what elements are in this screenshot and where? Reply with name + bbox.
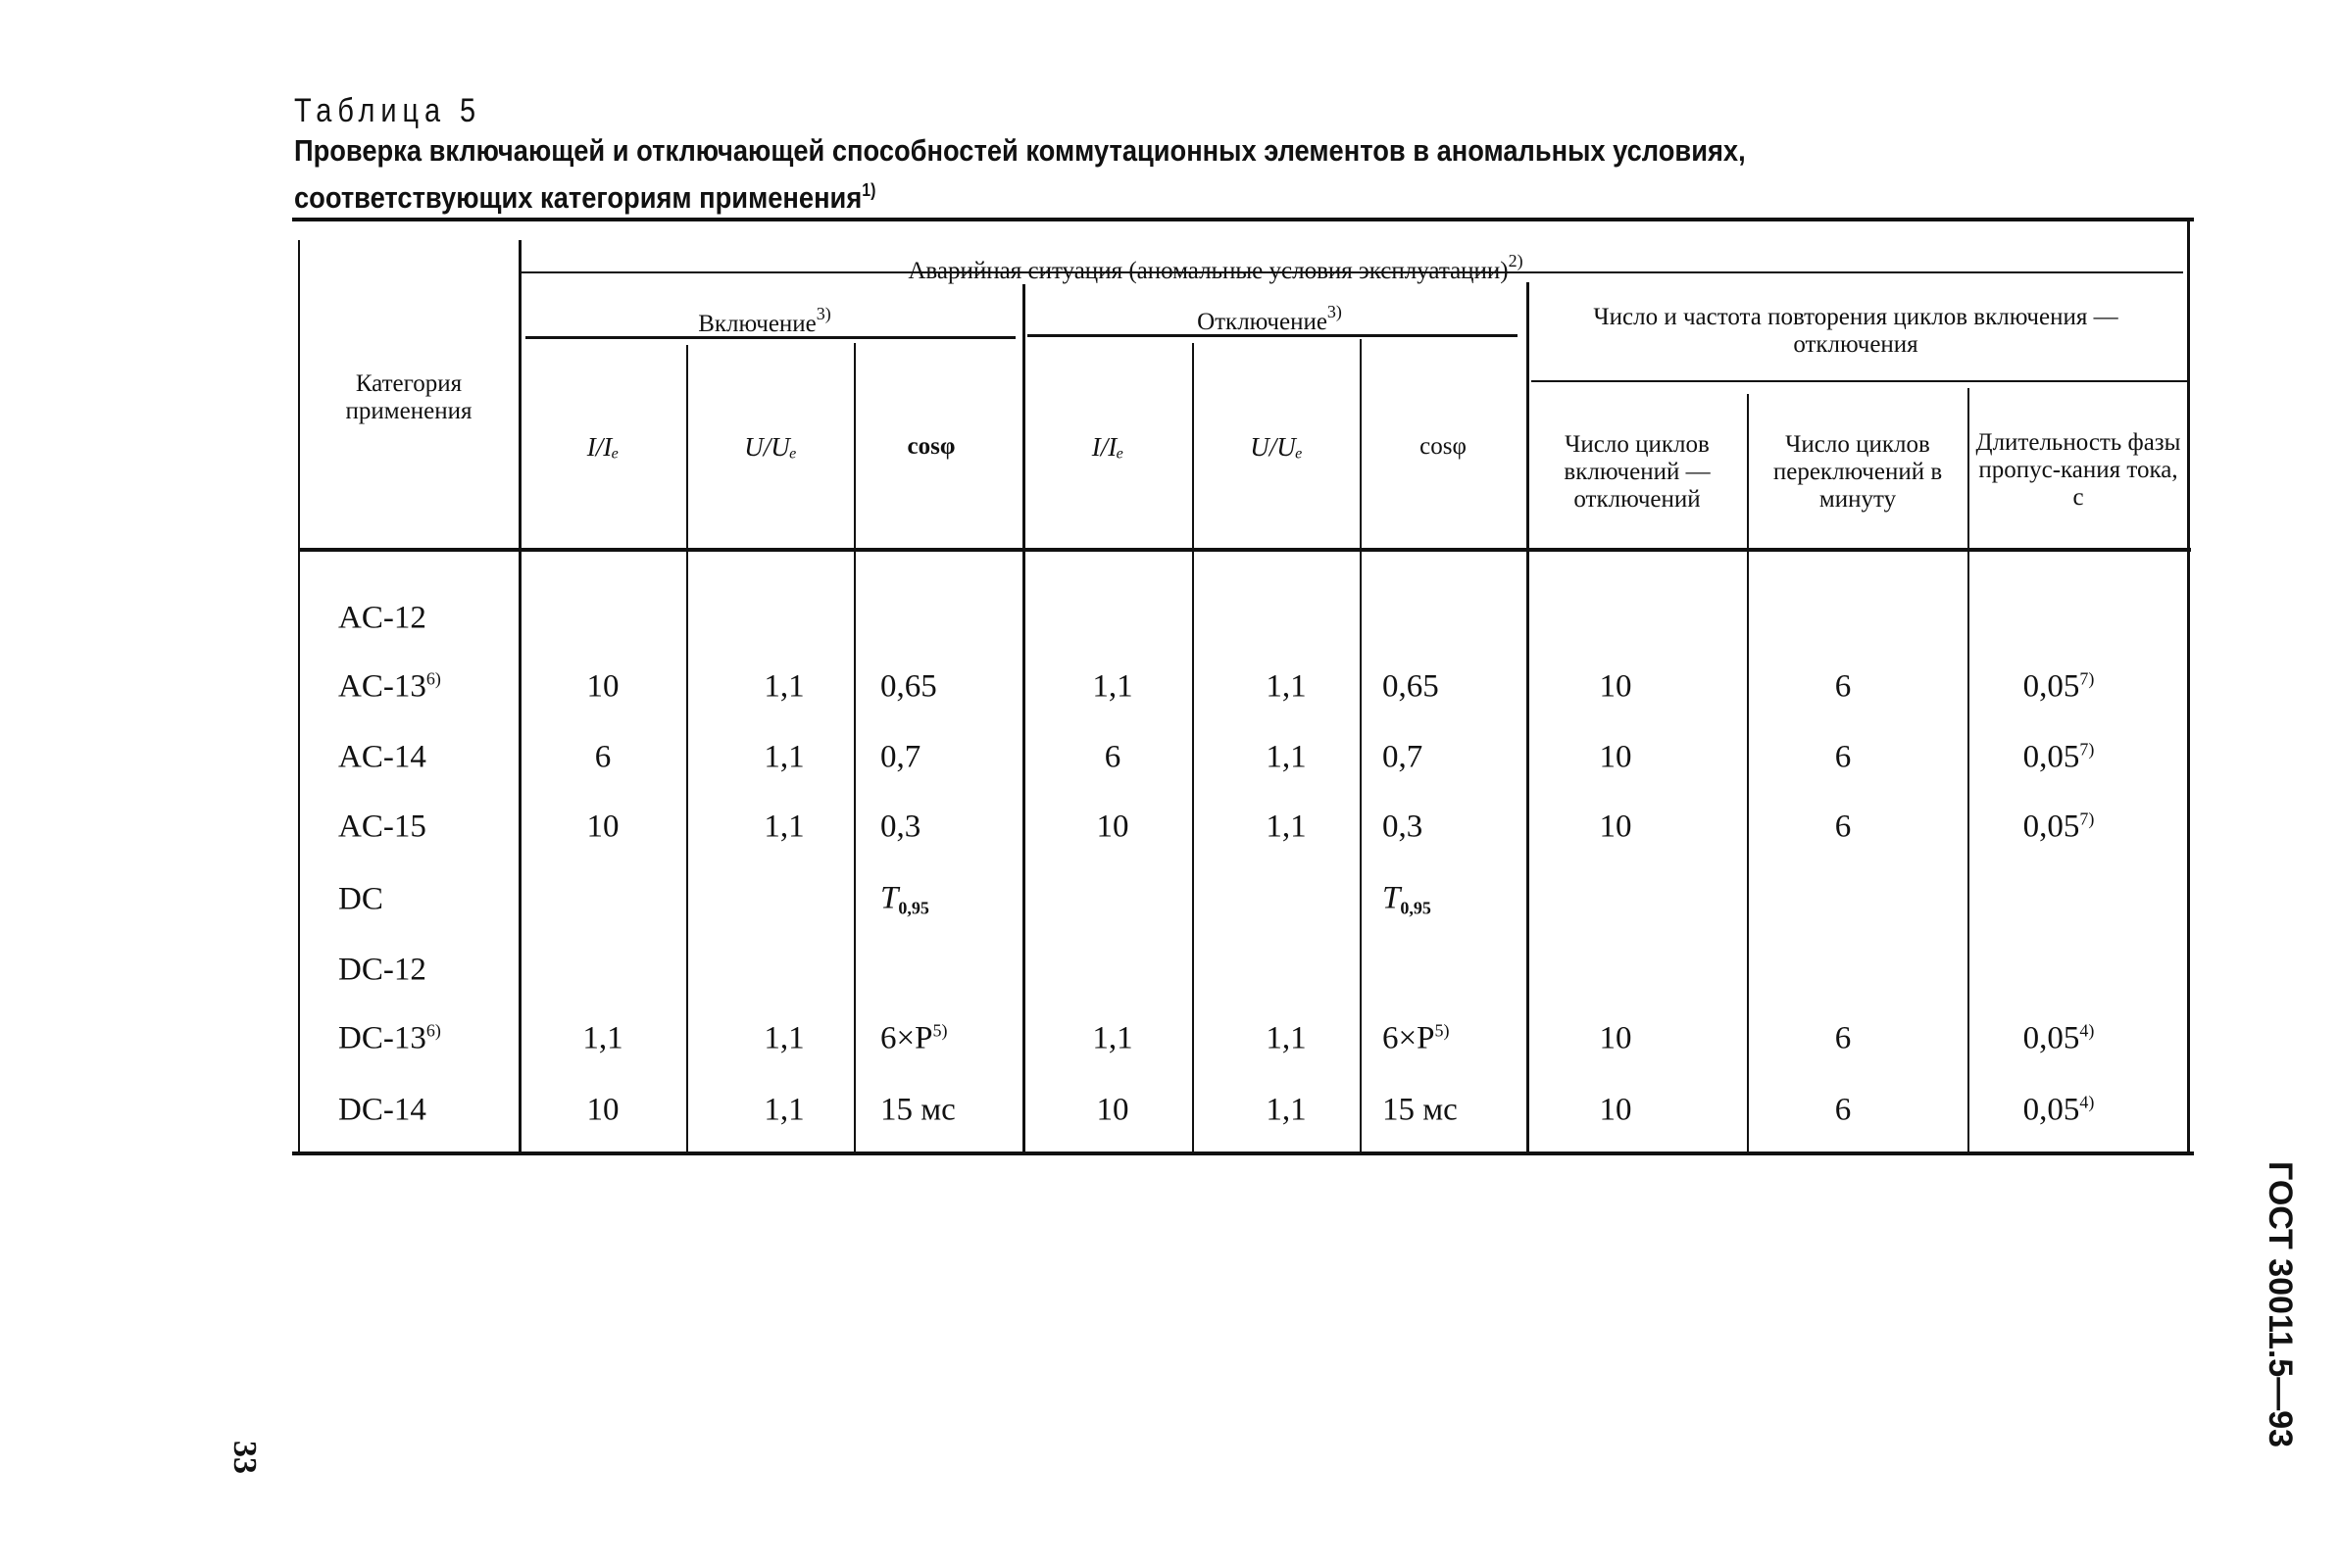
cell-value: DC-13 <box>338 1020 426 1056</box>
cell-value: 15 мс <box>880 1092 956 1128</box>
footnote-ref: 6) <box>425 668 441 689</box>
header-cycles-count: Число циклов включений — отключений <box>1564 431 1711 513</box>
subscript: 0,95 <box>898 898 929 918</box>
cell-value: 0,05 <box>2022 668 2080 705</box>
cell-cat <box>338 809 426 846</box>
cell-off-cos <box>1382 1021 1449 1057</box>
header-cycles-group: Число и частота повторения циклов включения — отключения <box>1593 304 2118 358</box>
cell-value: 10 <box>1599 739 1632 775</box>
cell-value: 1,1 <box>1266 808 1307 845</box>
header-making <box>698 300 831 338</box>
rule <box>519 240 522 1152</box>
header-cycles-per-minute: Число циклов переключений в минуту <box>1772 431 1943 513</box>
cell-per-min <box>1835 740 1852 776</box>
cell-cycles <box>1600 669 1632 706</box>
footnote-ref: 3) <box>1326 302 1342 321</box>
cell-on-i <box>587 669 620 706</box>
cell-per-min <box>1835 669 1852 706</box>
footnote-ref: 4) <box>2079 1092 2095 1112</box>
cell-value: 15 мс <box>1382 1092 1458 1128</box>
table-top-rule <box>292 218 2194 221</box>
cell-duration <box>2023 809 2095 846</box>
rule <box>1747 394 1749 1152</box>
cell-value: 10 <box>586 1092 620 1128</box>
cell-on-i <box>587 809 620 846</box>
cell-value: 6 <box>1834 739 1852 775</box>
cell-off-i <box>1105 740 1121 776</box>
cell-value: 1,1 <box>1266 1092 1307 1128</box>
cell-value: 1,1 <box>1266 1020 1307 1056</box>
cell-value: 10 <box>1096 1092 1129 1128</box>
header-bottom-rule <box>299 548 2191 552</box>
cell-value: AC-14 <box>338 739 426 775</box>
cell-value: 1,1 <box>764 1020 805 1056</box>
cell-off-cos <box>1382 881 1431 919</box>
cell-on-cos <box>880 1021 947 1057</box>
cell-value: 6 <box>1834 808 1852 845</box>
cell-value: 6 <box>594 739 612 775</box>
table-heading-line2 <box>294 180 875 216</box>
cell-cat <box>338 669 441 706</box>
cell-value: 10 <box>586 668 620 705</box>
footnote-ref: 5) <box>932 1020 948 1041</box>
cell-value: DC-12 <box>338 952 426 988</box>
rule <box>1967 388 1969 1152</box>
header-off-cos: cosφ <box>1419 433 1467 460</box>
cell-off-i <box>1097 809 1129 846</box>
rule <box>298 240 300 1152</box>
cell-value: 0,05 <box>2022 808 2080 845</box>
cell-value: 0,3 <box>880 808 921 845</box>
cell-value: 0,7 <box>880 739 921 775</box>
header-text: Отключение <box>1197 309 1327 335</box>
cell-on-i <box>582 1021 622 1057</box>
cell-cycles <box>1600 740 1632 776</box>
cell-value: 6 <box>1834 1092 1852 1128</box>
cell-duration <box>2023 669 2095 706</box>
table-heading-line1: Проверка включающей и отключающей способностей коммутационных элементов в аномальных условиях, <box>294 133 1746 168</box>
cell-on-u <box>764 740 804 776</box>
cell-off-cos <box>1382 809 1422 846</box>
cell-value: 6×P <box>880 1020 933 1056</box>
cell-value: 0,65 <box>1382 668 1439 705</box>
cell-value: 1,1 <box>582 1020 623 1056</box>
rule <box>1022 284 1025 1152</box>
cell-value: DC-14 <box>338 1092 426 1128</box>
cell-off-u <box>1266 1093 1306 1129</box>
cell-value: 10 <box>586 808 620 845</box>
footnote-ref: 5) <box>1434 1020 1450 1041</box>
cell-value: 6 <box>1104 739 1121 775</box>
cell-per-min <box>1835 1093 1852 1129</box>
cell-cat <box>338 1021 441 1057</box>
cell-value: 1,1 <box>1092 668 1133 705</box>
cell-duration <box>2023 1021 2095 1057</box>
cell-value: 1,1 <box>1266 739 1307 775</box>
rule <box>1531 380 2188 382</box>
header-duration: Длительность фазы пропус-кания тока, с <box>1975 429 2181 511</box>
cell-value: T <box>880 880 899 916</box>
cell-cycles <box>1600 1021 1632 1057</box>
cell-on-u <box>764 1021 804 1057</box>
cell-on-cos <box>880 1093 956 1129</box>
cell-on-cos <box>880 740 921 776</box>
cell-cat <box>338 882 383 918</box>
rule <box>2187 221 2190 1152</box>
cell-off-cos <box>1382 669 1439 706</box>
cell-duration <box>2023 1093 2095 1129</box>
footnote-ref: 3) <box>816 304 831 323</box>
cell-off-cos <box>1382 740 1422 776</box>
rule <box>854 343 856 1152</box>
cell-off-i <box>1092 1021 1132 1057</box>
table-label: Таблица 5 <box>294 92 481 129</box>
cell-on-u <box>764 1093 804 1129</box>
cell-value: 1,1 <box>764 739 805 775</box>
header-on-i: I/Iₑ <box>586 432 620 462</box>
cell-off-u <box>1266 809 1306 846</box>
header-off-u: U/Uₑ <box>1250 432 1303 462</box>
standard-designation: ГОСТ 30011.5—93 <box>2262 1161 2299 1448</box>
header-on-cos: cosφ <box>907 433 956 460</box>
header-category: Категория применения <box>345 370 473 424</box>
cell-value: DC <box>338 881 383 917</box>
cell-value: 0,05 <box>2022 1020 2080 1056</box>
subscript: 0,95 <box>1400 898 1431 918</box>
cell-value: 1,1 <box>764 808 805 845</box>
rule <box>1360 339 1362 1152</box>
header-text: Аварийная ситуация (аномальные условия эксплуатации) <box>908 258 1509 284</box>
cell-value: AC-13 <box>338 668 426 705</box>
cell-value: 10 <box>1096 808 1129 845</box>
cell-value: 0,3 <box>1382 808 1423 845</box>
cell-value: 10 <box>1599 808 1632 845</box>
cell-value: 1,1 <box>764 668 805 705</box>
header-breaking <box>1197 298 1342 336</box>
cell-value: 1,1 <box>764 1092 805 1128</box>
footnote-ref: 7) <box>2079 668 2095 689</box>
cell-value: 6×P <box>1382 1020 1435 1056</box>
cell-on-i <box>587 1093 620 1129</box>
rule <box>686 345 688 1152</box>
cell-value: 10 <box>1599 1020 1632 1056</box>
cell-cycles <box>1600 809 1632 846</box>
cell-cat <box>338 953 426 989</box>
cell-off-u <box>1266 1021 1306 1057</box>
cell-off-u <box>1266 669 1306 706</box>
cell-value: 0,05 <box>2022 1092 2080 1128</box>
cell-cat <box>338 1093 426 1129</box>
cell-off-cos <box>1382 1093 1458 1129</box>
footnote-ref: 7) <box>2079 739 2095 760</box>
cell-off-i <box>1097 1093 1129 1129</box>
header-emergency <box>908 247 1522 285</box>
footnote-ref: 7) <box>2079 808 2095 829</box>
cell-on-cos <box>880 669 937 706</box>
cell-value: 1,1 <box>1266 668 1307 705</box>
cell-off-i <box>1092 669 1132 706</box>
header-text: Включение <box>698 311 817 337</box>
cell-cycles <box>1600 1093 1632 1129</box>
cell-value: 0,65 <box>880 668 937 705</box>
footnote-ref: 6) <box>425 1020 441 1041</box>
cell-value: AC-15 <box>338 808 426 845</box>
heading-text: соответствующих категориям применения <box>294 180 863 215</box>
cell-cat <box>338 601 426 637</box>
header-off-i: I/Iₑ <box>1091 432 1124 462</box>
cell-value: 10 <box>1599 668 1632 705</box>
cell-value: 6 <box>1834 1020 1852 1056</box>
rule <box>1192 343 1194 1152</box>
table-bottom-rule <box>292 1152 2194 1155</box>
footnote-ref: 1) <box>862 180 876 200</box>
cell-on-u <box>764 809 804 846</box>
cell-value: T <box>1382 880 1401 916</box>
page-number: 33 <box>226 1441 263 1474</box>
cell-on-cos <box>880 881 929 919</box>
cell-on-u <box>764 669 804 706</box>
header-on-u: U/Uₑ <box>744 432 797 462</box>
cell-value: 0,05 <box>2022 739 2080 775</box>
cell-value: 10 <box>1599 1092 1632 1128</box>
cell-cat <box>338 740 426 776</box>
cell-value: 6 <box>1834 668 1852 705</box>
cell-off-u <box>1266 740 1306 776</box>
cell-value: 0,7 <box>1382 739 1423 775</box>
cell-per-min <box>1835 1021 1852 1057</box>
cell-on-cos <box>880 809 921 846</box>
footnote-ref: 4) <box>2079 1020 2095 1041</box>
cell-duration <box>2023 740 2095 776</box>
cell-value: 1,1 <box>1092 1020 1133 1056</box>
cell-per-min <box>1835 809 1852 846</box>
rule <box>1526 282 1529 1152</box>
cell-value: AC-12 <box>338 600 426 636</box>
footnote-ref: 2) <box>1508 251 1523 270</box>
cell-on-i <box>595 740 612 776</box>
